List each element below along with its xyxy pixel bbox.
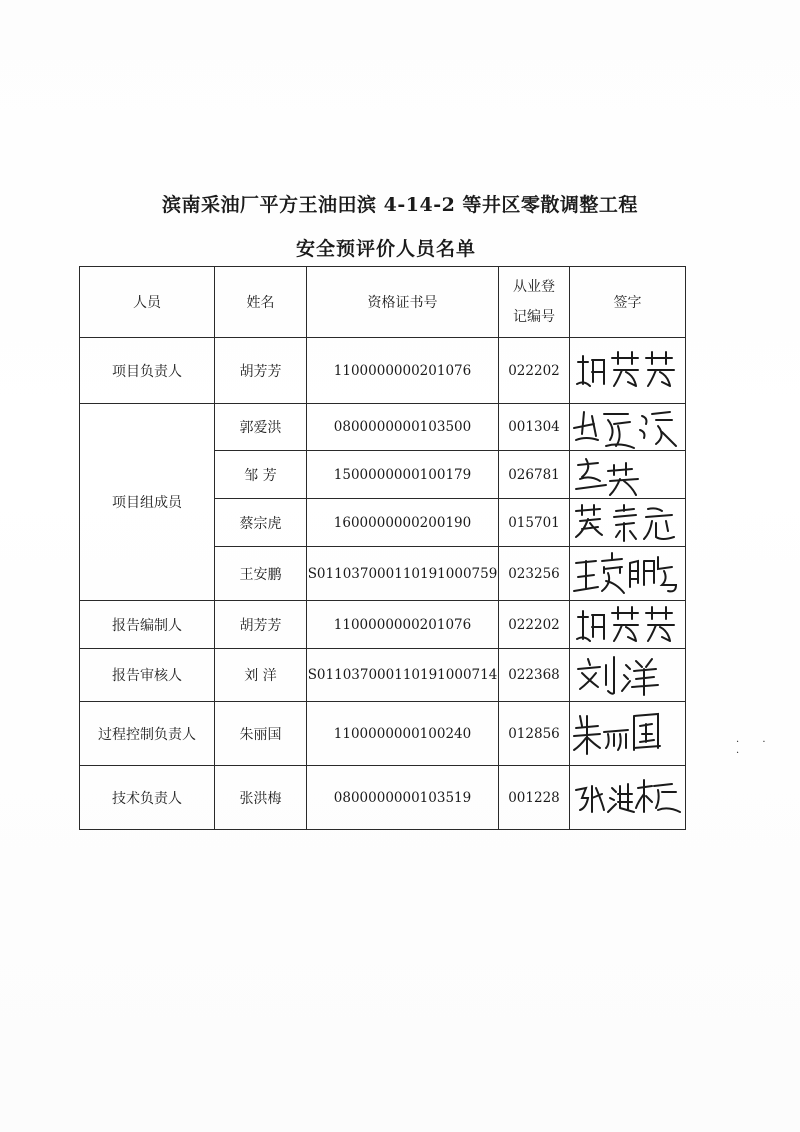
cell-reg: 001228 [499, 766, 570, 830]
cell-name: 王安鹏 [215, 547, 307, 601]
document-subtitle: 安全预评价人员名单 [295, 238, 476, 260]
signature-guo-aihong [572, 406, 684, 451]
cell-reg: 023256 [499, 547, 570, 601]
cell-name: 胡芳芳 [215, 338, 307, 404]
table-row [80, 766, 686, 830]
cell-signature [570, 702, 686, 766]
signature-wang-anpeng [572, 549, 684, 601]
signature-liu-yang [572, 651, 672, 701]
header-name: 姓名 [215, 267, 307, 338]
cell-role: 技术负责人 [80, 766, 215, 830]
table-row [80, 702, 686, 766]
cell-cert: 1100000000201076 [307, 338, 499, 404]
cell-name: 朱丽国 [215, 702, 307, 766]
cell-role: 过程控制负责人 [80, 702, 215, 766]
cell-name: 刘 洋 [215, 649, 307, 702]
cell-cert: 1500000000100179 [307, 451, 499, 499]
cell-role: 报告编制人 [80, 601, 215, 649]
cell-signature [570, 649, 686, 702]
cell-role: 报告审核人 [80, 649, 215, 702]
cell-cert: S011037000110191000759 [307, 547, 499, 601]
cell-reg: 022368 [499, 649, 570, 702]
cell-reg: 026781 [499, 451, 570, 499]
cell-role: 项目负责人 [80, 338, 215, 404]
cell-signature [570, 451, 686, 499]
cell-reg: 001304 [499, 404, 570, 451]
cell-signature [570, 499, 686, 547]
cell-reg: 012856 [499, 702, 570, 766]
table-row [80, 338, 686, 404]
header-reg-line1: 从业登 [513, 279, 555, 295]
signature-zou-fang [572, 453, 662, 499]
cell-cert: 1600000000200190 [307, 499, 499, 547]
header-role: 人员 [80, 267, 215, 338]
cell-cert: 1100000000201076 [307, 601, 499, 649]
table-header-row [80, 267, 686, 338]
document-title: 滨南采油厂平方王油田滨 4-14-2 等井区零散调整工程 [162, 194, 638, 216]
header-reg-line2: 记编号 [513, 309, 555, 325]
margin-dots: · · · [736, 737, 776, 759]
cell-name: 邹 芳 [215, 451, 307, 499]
cell-signature [570, 547, 686, 601]
signature-hu-fangfang [572, 340, 682, 400]
cell-name: 胡芳芳 [215, 601, 307, 649]
header-cert: 资格证书号 [307, 267, 499, 338]
signature-zhu-liguo [572, 704, 672, 764]
signature-zhang-hongmei [572, 768, 684, 826]
cell-reg: 022202 [499, 601, 570, 649]
table-row [80, 601, 686, 649]
cell-cert: 1100000000100240 [307, 702, 499, 766]
cell-name: 蔡宗虎 [215, 499, 307, 547]
cell-reg: 022202 [499, 338, 570, 404]
table-row [80, 649, 686, 702]
cell-signature [570, 766, 686, 830]
personnel-table [79, 266, 686, 830]
cell-reg: 015701 [499, 499, 570, 547]
cell-name: 张洪梅 [215, 766, 307, 830]
cell-name: 郭爱洪 [215, 404, 307, 451]
cell-signature [570, 338, 686, 404]
cell-cert: 0800000000103500 [307, 404, 499, 451]
header-reg [499, 267, 570, 338]
cell-signature [570, 601, 686, 649]
cell-role: 项目组成员 [80, 404, 215, 601]
cell-signature [570, 404, 686, 451]
signature-cai-zonghu [572, 501, 684, 547]
table-row [80, 404, 686, 451]
cell-cert: 0800000000103519 [307, 766, 499, 830]
cell-cert: S011037000110191000714 [307, 649, 499, 702]
header-sign: 签字 [570, 267, 686, 338]
signature-hu-fangfang-2 [572, 603, 682, 649]
